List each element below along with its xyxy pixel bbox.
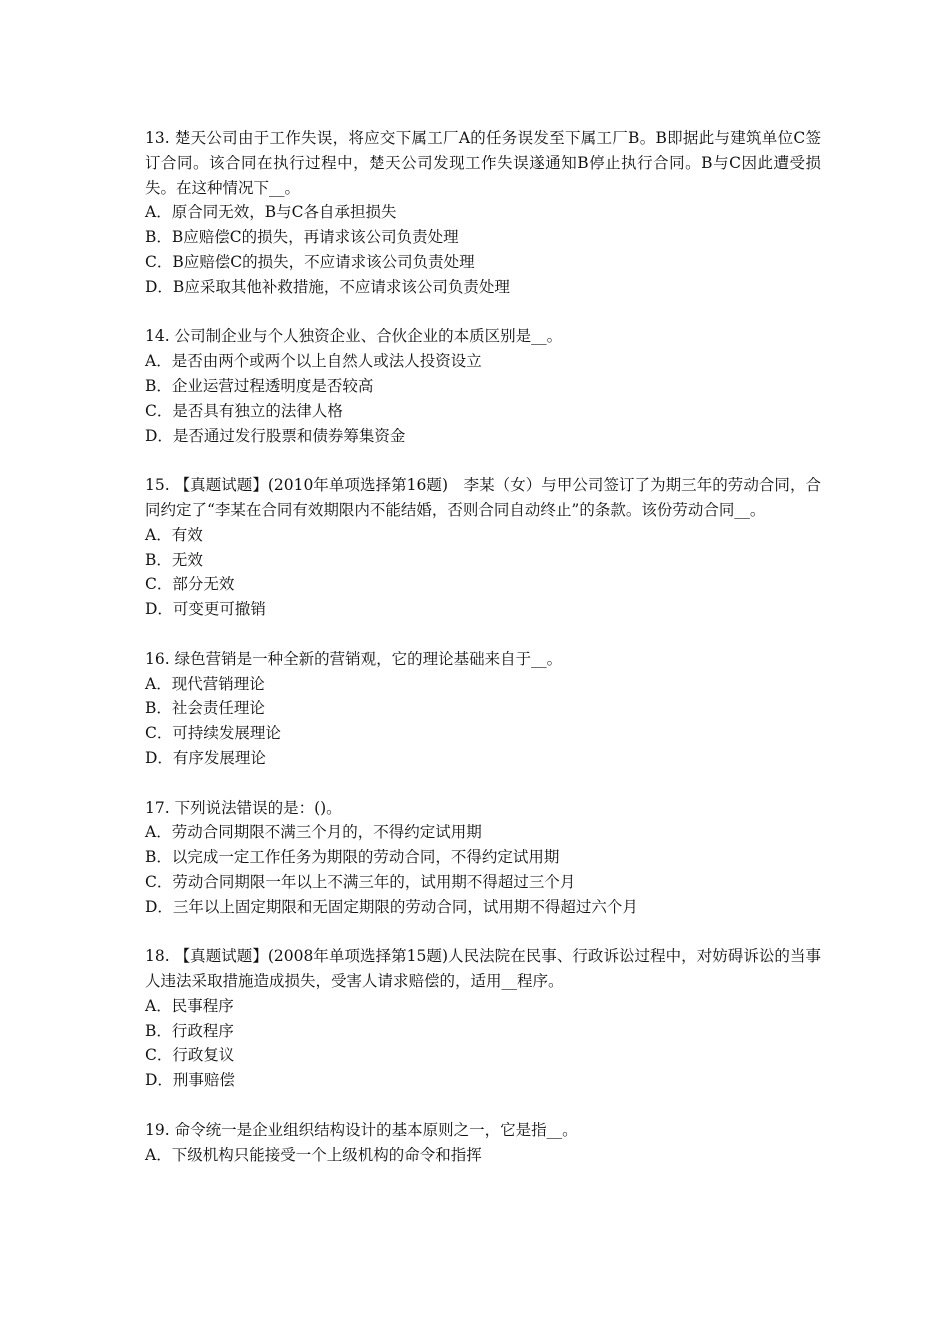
option-c: C．部分无效 [145,575,235,594]
option-a: A．下级机构只能接受一个上级机构的命令和指挥 [145,1145,482,1164]
question-stem: 18. 【真题试题】(2008年单项选择第15题)人民法院在民事、行政诉讼过程中，对妨碍诉讼的当事人违法采取措施造成损失，受害人请求赔偿的，适用__程序。 [145,947,821,991]
option-a: A．现代营销理论 [145,674,265,693]
question-stem: 16. 绿色营销是一种全新的营销观，它的理论基础来自于__。 [145,649,563,668]
option-c: C．B应赔偿C的损失，不应请求该公司负责处理 [145,252,475,271]
question-stem: 15. 【真题试题】(2010年单项选择第16题) 李某（女）与甲公司签订了为期三年的劳动合同，合同约定了“李某在合同有效期限内不能结婚，否则合同自动终止”的条款。该份劳动合同__。 [145,476,821,519]
option-c: C．劳动合同期限一年以上不满三年的，试用期不得超过三个月 [145,872,576,891]
option-b: B．以完成一定工作任务为期限的劳动合同，不得约定试用期 [145,848,560,867]
option-a: A．民事程序 [145,996,234,1015]
option-b: B．B应赔偿C的损失，再请求该公司负责处理 [145,228,459,247]
option-a: A．原合同无效，B与C各自承担损失 [145,203,397,222]
question-list [145,126,821,1192]
question-13 [145,126,821,300]
question-17 [145,796,821,920]
question-stem: 13. 楚天公司由于工作失误，将应交下属工厂A的任务误发至下属工厂B。B即据此与建筑单位C签订合同。该合同在执行过程中，楚天公司发现工作失误遂通知B停止执行合同。B与C因此遭受损失。在这种情况下__。 [145,129,821,197]
option-a: A．劳动合同期限不满三个月的，不得约定试用期 [145,823,482,842]
option-c: C．可持续发展理论 [145,724,281,743]
option-d: D．是否通过发行股票和债券筹集资金 [145,426,406,445]
option-d: D．B应采取其他补救措施，不应请求该公司负责处理 [145,277,510,296]
question-stem: 19. 命令统一是企业组织结构设计的基本原则之一，它是指__。 [145,1120,578,1139]
question-15 [145,473,821,622]
question-16 [145,647,821,771]
option-c: C．是否具有独立的法律人格 [145,401,343,420]
question-18 [145,944,821,1093]
option-d: D．可变更可撤销 [145,600,266,619]
question-stem: 14. 公司制企业与个人独资企业、合伙企业的本质区别是__。 [145,327,563,346]
option-d: D．刑事赔偿 [145,1071,235,1090]
option-c: C．行政复议 [145,1046,235,1065]
option-b: B．企业运营过程透明度是否较高 [145,376,374,395]
option-b: B．社会责任理论 [145,699,265,718]
option-b: B．无效 [145,550,203,569]
question-14 [145,324,821,448]
question-stem: 17. 下列说法错误的是：()。 [145,798,342,817]
option-a: A．是否由两个或两个以上自然人或法人投资设立 [145,352,482,371]
question-19 [145,1118,821,1168]
option-a: A．有效 [145,525,203,544]
option-d: D．三年以上固定期限和无固定期限的劳动合同，试用期不得超过六个月 [145,897,638,916]
option-d: D．有序发展理论 [145,748,266,767]
option-b: B．行政程序 [145,1021,234,1040]
